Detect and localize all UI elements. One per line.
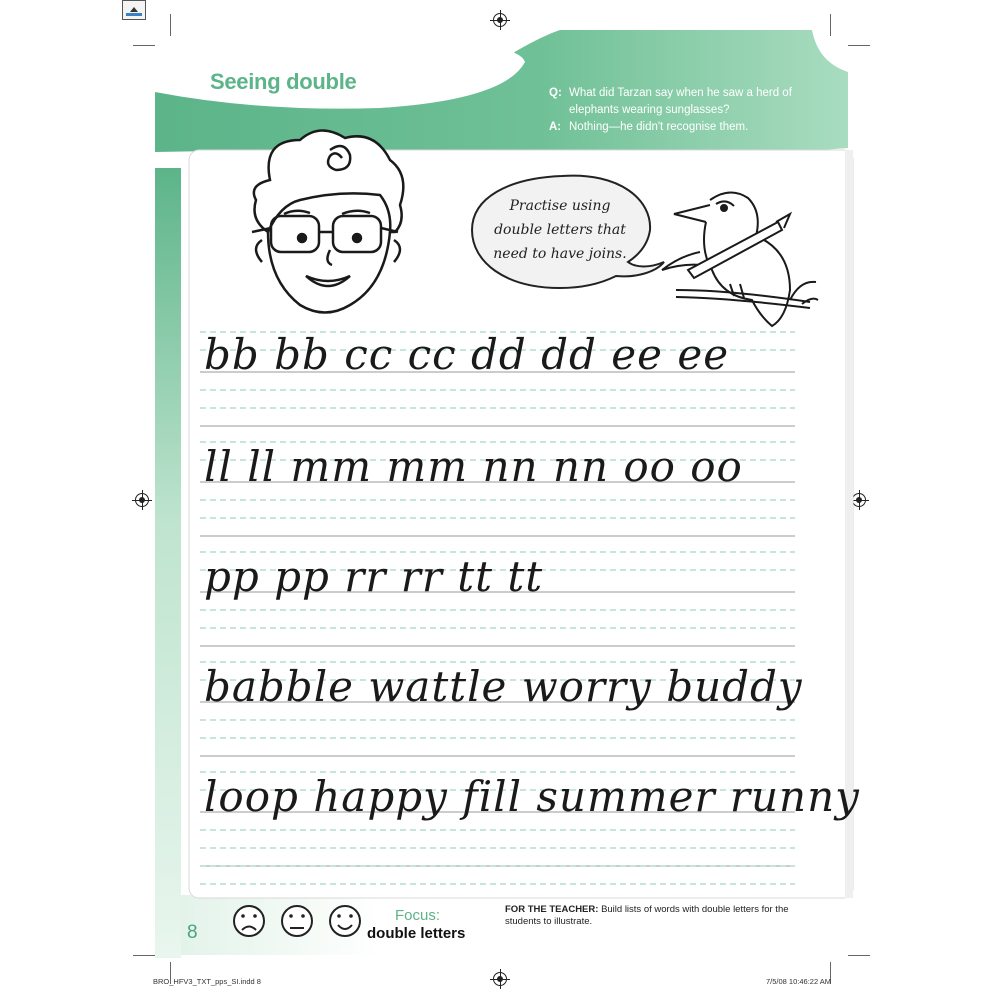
joke-question-label: Q:	[549, 87, 562, 99]
practice-line-1: bb bb cc cc dd dd ee ee	[204, 330, 730, 379]
joke-answer-text: Nothing—he didn't recognise them.	[569, 121, 749, 133]
joke-answer	[549, 119, 809, 137]
joke-answer-label: A:	[549, 121, 562, 133]
teacher-note	[505, 904, 805, 928]
speech-bubble-text: Practise using double letters that need to have joins.	[493, 198, 627, 262]
print-slug-file: BRO_HFV3_TXT_pps_SI.indd 8	[153, 977, 261, 986]
practice-line-4: babble wattle worry buddy	[204, 662, 803, 711]
page-number: 8	[187, 922, 198, 943]
practice-line-3: pp pp rr rr tt tt	[204, 552, 544, 601]
joke-question-text: What did Tarzan say when he saw a herd of elephants wearing sunglasses?	[569, 87, 792, 116]
practice-line-5: loop happy fill summer runny	[204, 772, 860, 821]
print-slug-date: 7/5/08 10:46:22 AM	[766, 977, 832, 986]
teacher-note-text: Build lists of words with double letters for the students to illustrate.	[505, 904, 789, 927]
page-title: Seeing double	[210, 69, 357, 94]
teacher-note-label: FOR THE TEACHER:	[505, 904, 599, 915]
focus-label: Focus:	[395, 907, 441, 924]
practice-line-2: ll ll mm mm nn nn oo oo	[204, 442, 743, 491]
focus-topic: double letters	[367, 925, 466, 942]
joke-question	[549, 85, 809, 121]
